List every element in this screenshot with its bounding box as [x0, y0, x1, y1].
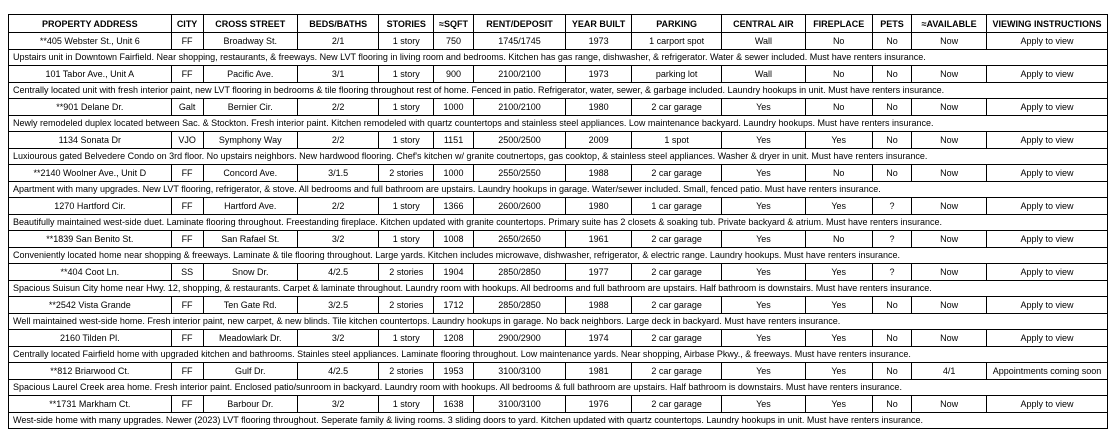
header-row	[9, 15, 1108, 33]
cell-cross-street: Broadway St.	[203, 33, 298, 50]
listing-description: Beautifully maintained west-side duet. Laminate flooring throughout. Freestanding fireplace. Kitchen updated with granite countertops. Primary suite has 2 closets & soaking tub. Private backyard & atrium. Must have renters insurance.	[9, 214, 1108, 231]
cell-pets: ?	[872, 264, 912, 281]
cell-central-air: Yes	[722, 396, 806, 413]
cell-stories: 1 story	[379, 66, 434, 83]
listing-description: Well maintained west-side home. Fresh interior paint, new carpet, & new blinds. Tile kitchen countertops. Laundry hookups in garage. No back neighbors. Large deck in backyard. Must have renters insurance.	[9, 313, 1108, 330]
header-central-air: CENTRAL AIR	[722, 15, 806, 33]
cell-rent-deposit: 3100/3100	[473, 396, 565, 413]
listing-description-row	[9, 379, 1108, 396]
header-city: CITY	[171, 15, 203, 33]
listing-description-row	[9, 115, 1108, 132]
listing-row	[9, 66, 1108, 83]
cell-fireplace: Yes	[805, 132, 872, 149]
cell-viewing-instructions: Apply to view	[987, 198, 1108, 215]
listing-description: Upstairs unit in Downtown Fairfield. Near shopping, restaurants, & freeways. New LVT flooring in living room and bedrooms. Kitchen has gas range, dishwasher, & refrigerator. Water & sewer included. Must have renters insurance.	[9, 49, 1108, 66]
cell-sqft: 1904	[434, 264, 474, 281]
cell-cross-street: Barbour Dr.	[203, 396, 298, 413]
cell-cross-street: Hartford Ave.	[203, 198, 298, 215]
cell-beds-baths: 2/2	[298, 132, 379, 149]
cell-property-address: 2160 Tilden Pl.	[9, 330, 172, 347]
cell-city: FF	[171, 330, 203, 347]
cell-viewing-instructions: Apply to view	[987, 297, 1108, 314]
cell-beds-baths: 3/2	[298, 396, 379, 413]
cell-stories: 1 story	[379, 231, 434, 248]
listing-description-row	[9, 214, 1108, 231]
cell-cross-street: Concord Ave.	[203, 165, 298, 182]
cell-viewing-instructions: Apply to view	[987, 33, 1108, 50]
cell-parking: 2 car garage	[632, 330, 722, 347]
cell-city: FF	[171, 66, 203, 83]
cell-parking: 1 carport spot	[632, 33, 722, 50]
cell-parking: 2 car garage	[632, 297, 722, 314]
listing-description: Newly remodeled duplex located between Sac. & Stockton. Fresh interior paint. Kitchen remodeled with quartz countertops and stainless steel appliances. Low maintenance backyard. Laundry hookups. Must have renters insurance.	[9, 115, 1108, 132]
listing-row	[9, 99, 1108, 116]
cell-pets: No	[872, 297, 912, 314]
cell-parking: 2 car garage	[632, 363, 722, 380]
cell-stories: 2 stories	[379, 297, 434, 314]
cell-viewing-instructions: Apply to view	[987, 264, 1108, 281]
cell-sqft: 750	[434, 33, 474, 50]
listing-row	[9, 165, 1108, 182]
header-property-address: PROPERTY ADDRESS	[9, 15, 172, 33]
listing-description: Spacious Laurel Creek area home. Fresh interior paint. Enclosed patio/sunroom in backyard. Laundry room with hookups. All bedrooms & full bathroom are upstairs. Half bathroom is downstairs. Must have renters insurance.	[9, 379, 1108, 396]
cell-fireplace: Yes	[805, 363, 872, 380]
cell-cross-street: Symphony Way	[203, 132, 298, 149]
cell-rent-deposit: 2850/2850	[473, 264, 565, 281]
cell-pets: No	[872, 330, 912, 347]
cell-central-air: Yes	[722, 231, 806, 248]
listing-description-row	[9, 148, 1108, 165]
cell-stories: 1 story	[379, 396, 434, 413]
cell-cross-street: Meadowlark Dr.	[203, 330, 298, 347]
cell-sqft: 1151	[434, 132, 474, 149]
cell-sqft: 1953	[434, 363, 474, 380]
cell-fireplace: No	[805, 165, 872, 182]
cell-year-built: 1977	[566, 264, 632, 281]
cell-city: Galt	[171, 99, 203, 116]
listing-row	[9, 396, 1108, 413]
cell-viewing-instructions: Apply to view	[987, 165, 1108, 182]
cell-central-air: Yes	[722, 198, 806, 215]
cell-fireplace: Yes	[805, 396, 872, 413]
listing-description: Spacious Suisun City home near Hwy. 12, shopping, & restaurants. Carpet & laminate throughout. Laundry room with hookups. All bedrooms and full bathroom are upstairs. Half bathroom is downstairs. Must have renters insurance.	[9, 280, 1108, 297]
cell-cross-street: San Rafael St.	[203, 231, 298, 248]
cell-rent-deposit: 1745/1745	[473, 33, 565, 50]
cell-property-address: **1731 Markham Ct.	[9, 396, 172, 413]
cell-central-air: Yes	[722, 99, 806, 116]
cell-pets: No	[872, 99, 912, 116]
cell-beds-baths: 3/2	[298, 231, 379, 248]
cell-parking: 2 car garage	[632, 165, 722, 182]
cell-pets: No	[872, 132, 912, 149]
cell-available: Now	[912, 264, 987, 281]
listing-description: Centrally located unit with fresh interior paint, new LVT flooring in bedrooms & tile flooring throughout rest of home. Fenced in patio. Refrigerator, water, sewer, & garbage included. Laundry hookups in unit. Must have renters insurance.	[9, 82, 1108, 99]
cell-viewing-instructions: Apply to view	[987, 231, 1108, 248]
cell-property-address: 101 Tabor Ave., Unit A	[9, 66, 172, 83]
cell-city: FF	[171, 363, 203, 380]
listing-row	[9, 33, 1108, 50]
cell-central-air: Wall	[722, 66, 806, 83]
cell-fireplace: Yes	[805, 198, 872, 215]
cell-fireplace: Yes	[805, 264, 872, 281]
cell-pets: No	[872, 33, 912, 50]
header-cross-street: CROSS STREET	[203, 15, 298, 33]
cell-pets: No	[872, 165, 912, 182]
cell-pets: ?	[872, 198, 912, 215]
cell-property-address: 1134 Sonata Dr	[9, 132, 172, 149]
cell-parking: 2 car garage	[632, 396, 722, 413]
cell-property-address: 1270 Hartford Cir.	[9, 198, 172, 215]
cell-available: Now	[912, 330, 987, 347]
cell-year-built: 1980	[566, 198, 632, 215]
cell-sqft: 1000	[434, 99, 474, 116]
cell-rent-deposit: 2900/2900	[473, 330, 565, 347]
cell-beds-baths: 3/1	[298, 66, 379, 83]
cell-viewing-instructions: Apply to view	[987, 99, 1108, 116]
listing-row	[9, 198, 1108, 215]
listing-row	[9, 231, 1108, 248]
cell-city: FF	[171, 396, 203, 413]
cell-rent-deposit: 2600/2600	[473, 198, 565, 215]
cell-available: Now	[912, 231, 987, 248]
listing-description-row	[9, 313, 1108, 330]
cell-fireplace: No	[805, 33, 872, 50]
cell-year-built: 1974	[566, 330, 632, 347]
cell-stories: 2 stories	[379, 264, 434, 281]
cell-property-address: **1839 San Benito St.	[9, 231, 172, 248]
cell-rent-deposit: 2100/2100	[473, 99, 565, 116]
listing-row	[9, 330, 1108, 347]
rental-listings-table	[8, 14, 1108, 429]
cell-viewing-instructions: Appointments coming soon	[987, 363, 1108, 380]
cell-fireplace: No	[805, 66, 872, 83]
cell-city: FF	[171, 165, 203, 182]
cell-year-built: 1973	[566, 33, 632, 50]
cell-property-address: **405 Webster St., Unit 6	[9, 33, 172, 50]
listing-description: Centrally located Fairfield home with upgraded kitchen and bathrooms. Stainles steel appliances. Laminate flooring throughout. Low maintenance yards. Near shopping, Airbase Pkwy., & freeways. Must have renters insurance.	[9, 346, 1108, 363]
cell-sqft: 1712	[434, 297, 474, 314]
cell-city: FF	[171, 231, 203, 248]
header-viewing-instructions: VIEWING INSTRUCTIONS	[987, 15, 1108, 33]
cell-cross-street: Pacific Ave.	[203, 66, 298, 83]
cell-sqft: 1366	[434, 198, 474, 215]
cell-pets: No	[872, 396, 912, 413]
cell-year-built: 1988	[566, 297, 632, 314]
cell-viewing-instructions: Apply to view	[987, 66, 1108, 83]
header-rent-deposit: RENT/DEPOSIT	[473, 15, 565, 33]
header-pets: PETS	[872, 15, 912, 33]
cell-parking: 2 car garage	[632, 231, 722, 248]
listing-description: Apartment with many upgrades. New LVT flooring, refrigerator, & stove. All bedrooms and full bathroom are upstairs. Laundry hookups in garage. Water/sewer included. Small, fenced patio. Must have renters insurance.	[9, 181, 1108, 198]
cell-parking: parking lot	[632, 66, 722, 83]
cell-property-address: **2542 Vista Grande	[9, 297, 172, 314]
cell-central-air: Yes	[722, 363, 806, 380]
cell-pets: No	[872, 66, 912, 83]
header-fireplace: FIREPLACE	[805, 15, 872, 33]
cell-rent-deposit: 2850/2850	[473, 297, 565, 314]
cell-available: Now	[912, 297, 987, 314]
cell-stories: 1 story	[379, 99, 434, 116]
cell-stories: 1 story	[379, 198, 434, 215]
cell-cross-street: Snow Dr.	[203, 264, 298, 281]
header-available: ≈AVAILABLE	[912, 15, 987, 33]
listing-row	[9, 363, 1108, 380]
cell-year-built: 1961	[566, 231, 632, 248]
cell-beds-baths: 2/2	[298, 99, 379, 116]
cell-central-air: Yes	[722, 165, 806, 182]
cell-property-address: **812 Briarwood Ct.	[9, 363, 172, 380]
cell-available: 4/1	[912, 363, 987, 380]
header-stories: STORIES	[379, 15, 434, 33]
cell-sqft: 1000	[434, 165, 474, 182]
cell-cross-street: Ten Gate Rd.	[203, 297, 298, 314]
cell-beds-baths: 2/2	[298, 198, 379, 215]
cell-city: FF	[171, 33, 203, 50]
cell-viewing-instructions: Apply to view	[987, 132, 1108, 149]
header-parking: PARKING	[632, 15, 722, 33]
cell-sqft: 1638	[434, 396, 474, 413]
cell-sqft: 1008	[434, 231, 474, 248]
cell-beds-baths: 2/1	[298, 33, 379, 50]
listing-description-row	[9, 49, 1108, 66]
cell-viewing-instructions: Apply to view	[987, 396, 1108, 413]
header-year-built: YEAR BUILT	[566, 15, 632, 33]
cell-year-built: 1976	[566, 396, 632, 413]
cell-stories: 1 story	[379, 33, 434, 50]
listing-row	[9, 297, 1108, 314]
cell-stories: 1 story	[379, 330, 434, 347]
cell-parking: 2 car garage	[632, 264, 722, 281]
cell-rent-deposit: 2100/2100	[473, 66, 565, 83]
cell-beds-baths: 4/2.5	[298, 363, 379, 380]
cell-parking: 2 car garage	[632, 99, 722, 116]
listing-description: Conveniently located home near shopping & freeways. Laminate & tile flooring throughout. Large yards. Kitchen includes microwave, dishwasher, refrigerator, & electric range. Laundry hookups. Must have renters insurance.	[9, 247, 1108, 264]
cell-city: FF	[171, 198, 203, 215]
listing-description-row	[9, 346, 1108, 363]
cell-beds-baths: 3/2	[298, 330, 379, 347]
listing-description-row	[9, 181, 1108, 198]
cell-year-built: 2009	[566, 132, 632, 149]
header-sqft: ≈SQFT	[434, 15, 474, 33]
cell-sqft: 900	[434, 66, 474, 83]
listing-description: West-side home with many upgrades. Newer (2023) LVT flooring throughout. Seperate family & living rooms. 3 sliding doors to yard. Kitchen updated with quartz countertops. Laundry hookups in unit. Must have renters insurance.	[9, 412, 1108, 429]
listing-description-row	[9, 82, 1108, 99]
cell-rent-deposit: 2550/2550	[473, 165, 565, 182]
cell-stories: 2 stories	[379, 363, 434, 380]
cell-available: Now	[912, 165, 987, 182]
cell-available: Now	[912, 198, 987, 215]
cell-beds-baths: 4/2.5	[298, 264, 379, 281]
cell-property-address: **2140 Woolner Ave., Unit D	[9, 165, 172, 182]
cell-year-built: 1981	[566, 363, 632, 380]
listing-row	[9, 264, 1108, 281]
cell-fireplace: Yes	[805, 297, 872, 314]
listing-description-row	[9, 412, 1108, 429]
cell-rent-deposit: 3100/3100	[473, 363, 565, 380]
cell-available: Now	[912, 396, 987, 413]
cell-pets: No	[872, 363, 912, 380]
cell-year-built: 1973	[566, 66, 632, 83]
cell-available: Now	[912, 99, 987, 116]
cell-central-air: Yes	[722, 330, 806, 347]
cell-rent-deposit: 2500/2500	[473, 132, 565, 149]
cell-cross-street: Gulf Dr.	[203, 363, 298, 380]
cell-city: FF	[171, 297, 203, 314]
cell-parking: 1 car garage	[632, 198, 722, 215]
cell-available: Now	[912, 66, 987, 83]
cell-fireplace: Yes	[805, 330, 872, 347]
cell-sqft: 1208	[434, 330, 474, 347]
cell-beds-baths: 3/1.5	[298, 165, 379, 182]
cell-city: SS	[171, 264, 203, 281]
header-beds-baths: BEDS/BATHS	[298, 15, 379, 33]
cell-parking: 1 spot	[632, 132, 722, 149]
cell-fireplace: No	[805, 99, 872, 116]
cell-fireplace: No	[805, 231, 872, 248]
cell-year-built: 1980	[566, 99, 632, 116]
cell-pets: ?	[872, 231, 912, 248]
cell-year-built: 1988	[566, 165, 632, 182]
listing-description-row	[9, 280, 1108, 297]
listings-body	[9, 33, 1108, 429]
cell-available: Now	[912, 132, 987, 149]
cell-city: VJO	[171, 132, 203, 149]
listing-row	[9, 132, 1108, 149]
cell-beds-baths: 3/2.5	[298, 297, 379, 314]
cell-available: Now	[912, 33, 987, 50]
listing-description-row	[9, 247, 1108, 264]
cell-stories: 2 stories	[379, 165, 434, 182]
cell-rent-deposit: 2650/2650	[473, 231, 565, 248]
cell-central-air: Yes	[722, 132, 806, 149]
cell-viewing-instructions: Apply to view	[987, 330, 1108, 347]
cell-central-air: Yes	[722, 297, 806, 314]
cell-cross-street: Bernier Cir.	[203, 99, 298, 116]
listing-description: Luxiourous gated Belvedere Condo on 3rd floor. No upstairs neighbors. New hardwood flooring. Chef's kitchen w/ granite coutnertops, gas cooktop, & stainless steel appliances. Washer & dryer in unit. Must have renters insurance.	[9, 148, 1108, 165]
cell-stories: 1 story	[379, 132, 434, 149]
cell-central-air: Yes	[722, 264, 806, 281]
cell-property-address: **901 Delane Dr.	[9, 99, 172, 116]
cell-property-address: **404 Coot Ln.	[9, 264, 172, 281]
cell-central-air: Wall	[722, 33, 806, 50]
